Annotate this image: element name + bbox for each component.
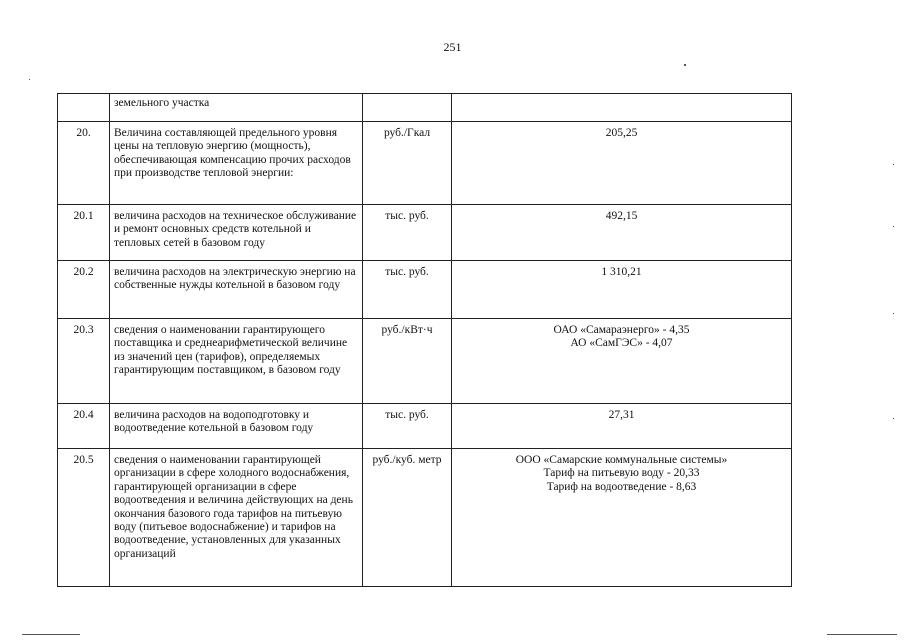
row-description: величина расходов на электрическую энергию на собственные нужды котельной в базовом году	[110, 261, 363, 319]
scan-speck	[893, 313, 894, 314]
value-line: Тариф на питьевую воду - 20,33	[543, 467, 700, 480]
row-unit	[363, 94, 452, 122]
scan-speck	[893, 226, 894, 227]
table-row	[58, 261, 792, 319]
table-row	[58, 122, 792, 205]
table-row	[58, 449, 792, 587]
row-value	[452, 205, 792, 261]
row-number: 20.3	[58, 319, 110, 404]
tariff-table	[57, 93, 792, 587]
scan-speck	[893, 418, 894, 419]
row-number: 20.4	[58, 404, 110, 449]
value-line: ООО «Самарские коммунальные системы»	[515, 454, 728, 466]
row-number: 20.5	[58, 449, 110, 587]
row-unit: руб./кВт·ч	[363, 319, 452, 404]
value-line: Тариф на водоотведение - 8,63	[546, 480, 697, 493]
table-row	[58, 319, 792, 404]
value-line: АО «СамГЭС» - 4,07	[570, 337, 673, 350]
row-number: 20.2	[58, 261, 110, 319]
row-number	[58, 94, 110, 122]
scan-speck	[893, 164, 894, 165]
value-line: 1 310,21	[601, 266, 642, 278]
row-description: сведения о наименовании гарантирующего поставщика и среднеарифметической величине из значений цен (тарифов), определяемых гарантирующим поставщиком, в базовом году	[110, 319, 363, 404]
row-number: 20.	[58, 122, 110, 205]
value-line: 492,15	[605, 210, 638, 222]
row-unit: руб./Гкал	[363, 122, 452, 205]
row-unit: тыс. руб.	[363, 205, 452, 261]
row-value	[452, 122, 792, 205]
row-description: земельного участка	[110, 94, 363, 122]
value-line: 205,25	[605, 127, 638, 139]
scan-speck	[684, 64, 686, 66]
table-row	[58, 205, 792, 261]
table-row	[58, 94, 792, 122]
page-number: 251	[443, 40, 462, 54]
scan-speck	[29, 79, 30, 80]
row-number: 20.1	[58, 205, 110, 261]
row-value	[452, 261, 792, 319]
value-line: 27,31	[608, 409, 635, 421]
row-description: сведения о наименовании гарантирующей организации в сфере холодного водоснабжения, гарантирующей организации в сфере водоотведения и величина действующих на день окончания базового года тарифов на питьевую воду (питьевое водоснабжение) и тарифов на водоотведение, установленных для указанных организаций	[110, 449, 363, 587]
row-description: величина расходов на техническое обслуживание и ремонт основных средств котельной и тепловых сетей в базовом году	[110, 205, 363, 261]
row-unit: тыс. руб.	[363, 404, 452, 449]
scan-edge-line-left	[22, 634, 80, 635]
row-unit: тыс. руб.	[363, 261, 452, 319]
scan-edge-line-right	[827, 634, 897, 635]
table-row	[58, 404, 792, 449]
row-value	[452, 94, 792, 122]
value-line: ОАО «Самараэнерго» - 4,35	[553, 324, 690, 336]
row-description: Величина составляющей предельного уровня цены на тепловую энергию (мощность), обеспечивающая компенсацию прочих расходов при производстве тепловой энергии:	[110, 122, 363, 205]
row-value	[452, 319, 792, 404]
row-value	[452, 449, 792, 587]
row-unit: руб./куб. метр	[363, 449, 452, 587]
row-description: величина расходов на водоподготовку и водоотведение котельной в базовом году	[110, 404, 363, 449]
row-value	[452, 404, 792, 449]
